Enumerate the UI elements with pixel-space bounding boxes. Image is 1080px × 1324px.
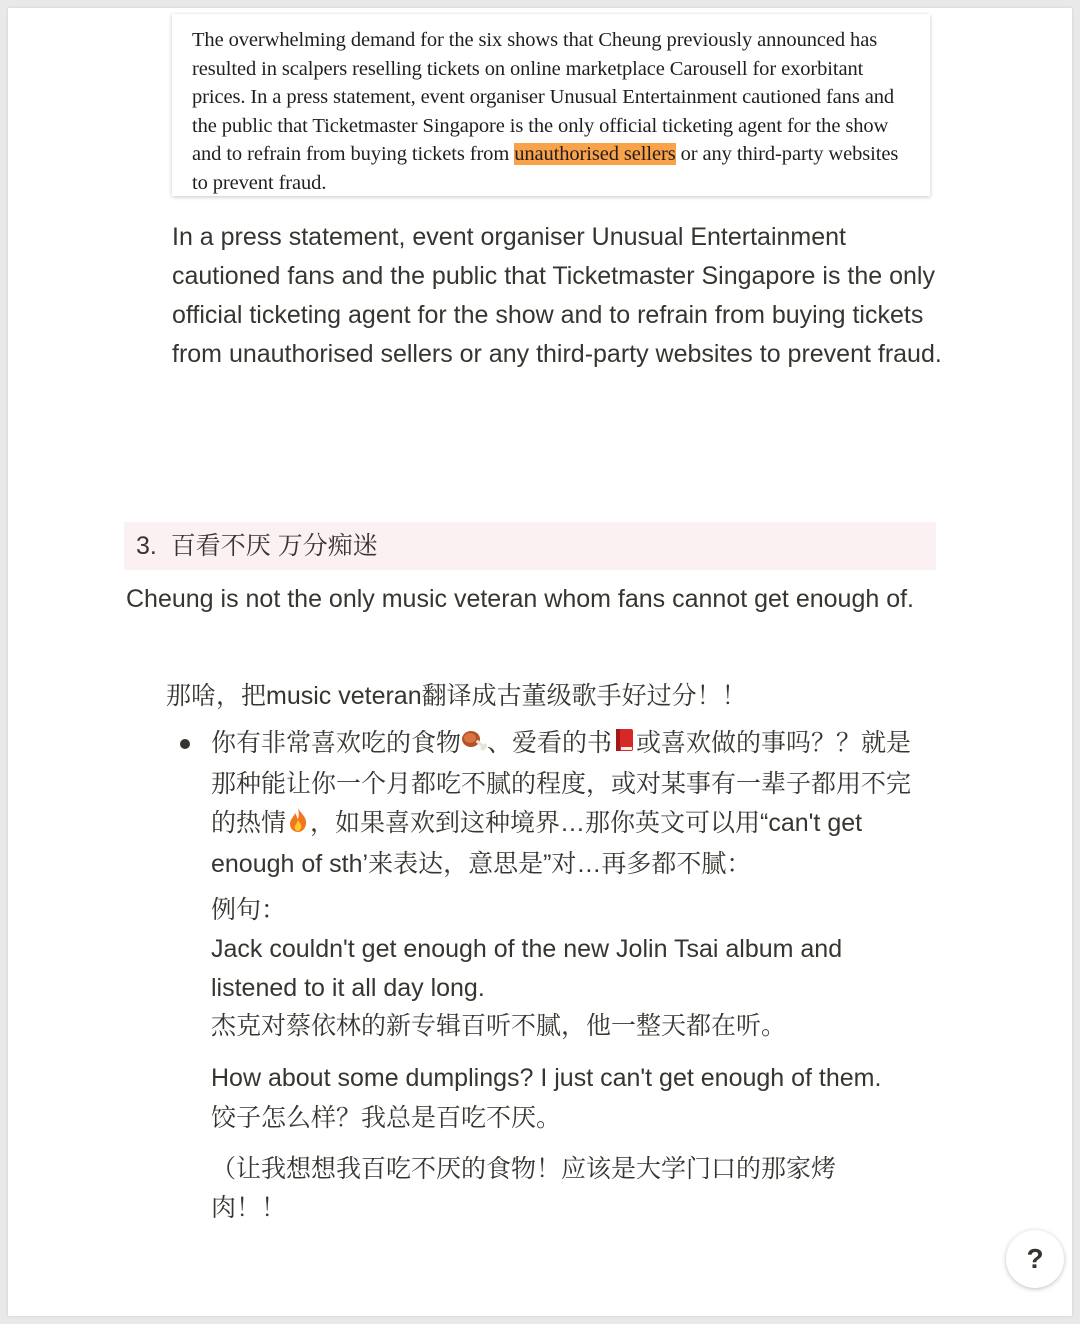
section-heading [136, 531, 378, 561]
meat-on-bone-icon [461, 726, 487, 765]
bullet-dot [180, 739, 190, 749]
help-button[interactable]: ? [1006, 1230, 1064, 1288]
author-aside: （让我想想我百吃不厌的食物！应该是大学门口的那家烤肉！！ [211, 1155, 837, 1222]
author-note: 那啥，把music veteran翻译成古董级歌手好过分！！ [166, 682, 747, 710]
translation-paragraph: In a press statement, event organiser Unusual Entertainment cautioned fans and the public that Ticketmaster Singapore is the only official ticketing agent for the show and to refrain from buying tickets from unauthorised sellers or any third-party websites to prevent fraud. [172, 223, 942, 368]
quote-text-end: or any third-party websites to prevent fraud. [192, 143, 899, 194]
quoted-news-excerpt [172, 14, 930, 196]
section-title: 百看不厌 万分痴迷 [170, 532, 378, 560]
bullet-text-3: 或喜欢做的事吗？？就是那种能让你一个月都吃不腻的程度，或对某事有一辈子都用不完的热情 [211, 729, 912, 837]
article-page [8, 8, 1072, 1316]
quote-text-start: The overwhelming demand for the six shows that Cheung previously announced has resulted in scalpers reselling tickets on online marketplace Carousell for exorbitant prices. In a press statement, event organiser Unusual Entertainment cautioned fans and the public that Ticketmaster Singapore is the only official ticketing agent for the show and to refrain from buying tickets from [192, 29, 895, 165]
red-book-icon [612, 726, 636, 765]
quote-highlight: unauthorised sellers [514, 143, 676, 165]
example-sentence: Cheung is not the only music veteran whom fans cannot get enough of. [126, 585, 914, 613]
example-2-chinese: 饺子怎么样？我总是百吃不厌。 [211, 1104, 562, 1132]
bullet-text-4: ，如果喜欢到这种境界…那你英文可以用“can't get enough of sth’来表达，意思是”对…再多都不腻： [211, 809, 863, 878]
bullet-text-1: 你有非常喜欢吃的食物 [211, 729, 462, 757]
example-label: 例句： [211, 896, 287, 924]
example-1-english: Jack couldn't get enough of the new Jolin Tsai album and listened to it all day long. [211, 935, 843, 1002]
example-2-english: How about some dumplings? I just can't get enough of them. [211, 1064, 882, 1092]
section-number: 3. [136, 532, 157, 560]
bullet-explanation [211, 724, 923, 884]
fire-icon [286, 806, 310, 845]
example-1-chinese: 杰克对蔡依林的新专辑百听不腻，他一整天都在听。 [211, 1012, 787, 1040]
bullet-text-2: 、爱看的书 [487, 729, 613, 757]
